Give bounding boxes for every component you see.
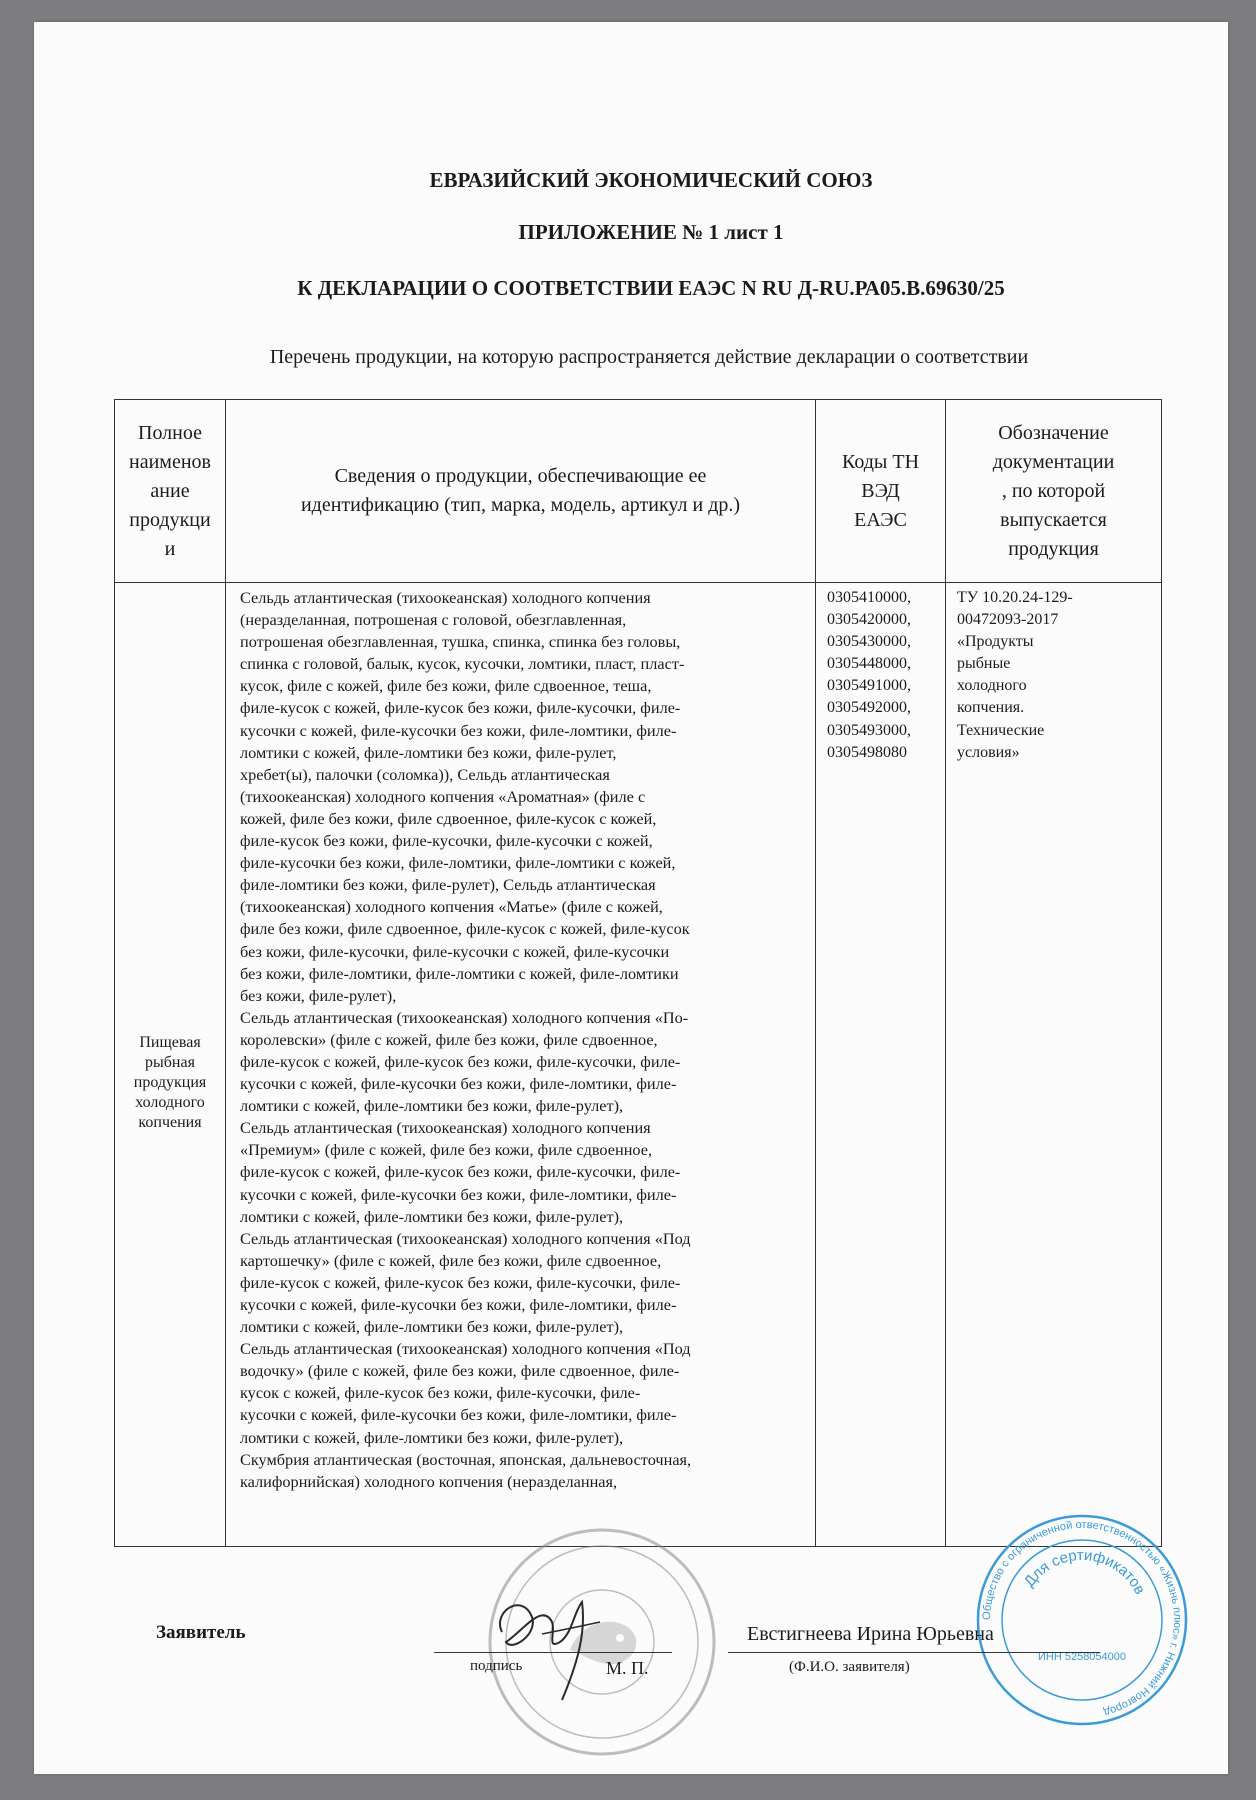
description-line: без кожи, филе-рулет),: [240, 985, 397, 1005]
tnved-code: 0305410000,: [827, 589, 911, 606]
documentation-line: «Продукты: [957, 633, 1034, 651]
description-line: ломтики с кожей, филе-ломтики без кожи, филе-рулет,: [240, 742, 617, 762]
description-line: филе-кусок без кожи, филе-кусочки, филе-кусочки с кожей,: [240, 831, 653, 851]
signature-line: [434, 1652, 672, 1653]
product-name-cell: Пищевая рыбная продукция холодного копчения: [133, 1034, 207, 1131]
description-line: кусок с кожей, филе-кусок без кожи, филе-кусочки, филе-: [240, 1383, 641, 1403]
description-line: (тихоокеанская) холодного копчения «Матье» (филе с кожей,: [240, 897, 663, 917]
documentation-line: Технические: [957, 721, 1045, 739]
description-line: потрошеная обезглавленная, тушка, спинка, спинка без головы,: [240, 632, 681, 652]
signature-icon: [482, 1572, 632, 1702]
tnved-code: 0305420000,: [827, 611, 911, 629]
stamp-outer-text: Общество с ограниченной ответственностью «Жизнь плюс» г. Нижний Новгород: [980, 1518, 1184, 1719]
tnved-code: 0305448000,: [827, 655, 911, 673]
stamp-inn-text: ИНН 5258054000: [1037, 1651, 1127, 1663]
description-line: филе-кусок с кожей, филе-кусок без кожи, филе-кусочки, филе-: [240, 1162, 681, 1182]
description-line: филе без кожи, филе сдвоенное, филе-кусок с кожей, филе-кусок: [240, 919, 690, 939]
document-sheet: [34, 22, 1228, 1774]
stamp-place-label: М. П.: [606, 1658, 649, 1678]
description-line: Сельдь атлантическая (тихоокеанская) холодного копчения: [240, 1118, 651, 1138]
description-line: кусок, филе с кожей, филе без кожи, филе сдвоенное, теша,: [240, 676, 652, 696]
documentation-line: ТУ 10.20.24-129-: [957, 589, 1073, 606]
header-product-info: Сведения о продукции, обеспечивающие ее идентификацию (тип, марка, модель, артикул и др.): [300, 465, 741, 516]
svg-text:Для сертификатов: [1021, 1547, 1149, 1597]
description-line: филе-ломтики без кожи, филе-рулет), Сельдь атлантическая: [240, 875, 656, 895]
certificates-stamp-icon: [972, 1510, 1192, 1730]
applicant-name: Евстигнеева Ирина Юрьевна: [747, 1623, 994, 1645]
description-line: кусочки с кожей, филе-кусочки без кожи, филе-ломтики, филе-: [240, 1074, 677, 1094]
declaration-title: К ДЕКЛАРАЦИИ О СООТВЕТСТВИИ ЕАЭС N RU Д-RU.РА05.В.69630/25: [297, 276, 1005, 300]
tnved-code: 0305492000,: [827, 699, 911, 717]
description-line: водочку» (филе с кожей, филе без кожи, филе сдвоенное, филе-: [240, 1361, 680, 1381]
applicant-label: Заявитель: [156, 1622, 246, 1643]
description-line: филе-кусок с кожей, филе-кусок без кожи, филе-кусочки, филе-: [240, 1051, 681, 1071]
description-line: «Премиум» (филе с кожей, филе без кожи, филе сдвоенное,: [240, 1140, 653, 1160]
description-line: филе-кусок с кожей, филе-кусок без кожи, филе-кусочки, филе-: [240, 698, 681, 718]
description-line: хребет(ы), палочки (соломка)), Сельдь атлантическая: [240, 764, 610, 784]
description-line: кусочки с кожей, филе-кусочки без кожи, филе-ломтики, филе-: [240, 1405, 677, 1425]
intro-text: Перечень продукции, на которую распространяется действие декларации о соответствии: [269, 346, 1029, 368]
description-line: картошечку» (филе с кожей, филе без кожи, филе сдвоенное,: [240, 1250, 662, 1270]
description-line: ломтики с кожей, филе-ломтики без кожи, филе-рулет),: [240, 1096, 624, 1116]
description-line: кусочки с кожей, филе-кусочки без кожи, филе-ломтики, филе-: [240, 1295, 677, 1314]
name-line: [728, 1652, 1100, 1653]
description-line: Сельдь атлантическая (тихоокеанская) холодного копчения «Под: [240, 1339, 691, 1359]
description-line: ломтики с кожей, филе-ломтики без кожи, филе-рулет),: [240, 1317, 624, 1337]
description-line: спинка с головой, балык, кусок, кусочки, ломтики, пласт, пласт-: [240, 654, 685, 674]
description-line: кусочки с кожей, филе-кусочки без кожи, филе-ломтики, филе-: [240, 720, 677, 740]
description-line: кусочки с кожей, филе-кусочки без кожи, филе-ломтики, филе-: [240, 1184, 677, 1204]
description-line: без кожи, филе-ломтики, филе-ломтики с кожей, филе-ломтики: [240, 963, 679, 983]
documentation-line: холодного: [957, 677, 1027, 695]
description-line: королевски» (филе с кожей, филе без кожи, филе сдвоенное,: [240, 1029, 658, 1049]
documentation-line: условия»: [957, 743, 1020, 761]
header-documentation: Обозначение документации , по которой выпускается продукция: [992, 421, 1115, 560]
documentation-line: рыбные: [957, 655, 1011, 673]
documentation-line: копчения.: [957, 699, 1025, 717]
documentation-cell: [957, 587, 1157, 764]
tnved-code: 0305430000,: [827, 633, 911, 651]
description-line: без кожи, филе-кусочки, филе-кусочки с кожей, филе-кусочки: [240, 941, 670, 961]
tnved-codes-cell: [827, 587, 937, 764]
description-line: (неразделанная, потрошеная с головой, обезглавленная,: [240, 610, 627, 630]
product-description-cell: [240, 587, 800, 1493]
union-title: ЕВРАЗИЙСКИЙ ЭКОНОМИЧЕСКИЙ СОЮЗ: [429, 168, 873, 192]
stamp-inner-text: Для сертификатов: [1020, 1546, 1149, 1598]
description-line: ломтики с кожей, филе-ломтики без кожи, филе-рулет),: [240, 1427, 624, 1447]
description-line: Сельдь атлантическая (тихоокеанская) холодного копчения «Под: [240, 1228, 691, 1248]
description-line: Скумбрия атлантическая (восточная, японская, дальневосточная,: [240, 1449, 692, 1469]
header-tnved-codes: Коды ТН ВЭД ЕАЭС: [841, 450, 920, 531]
description-line: кожей, филе без кожи, филе сдвоенное, филе-кусок с кожей,: [240, 808, 657, 828]
tnved-code: 0305491000,: [827, 677, 911, 695]
description-line: Сельдь атлантическая (тихоокеанская) холодного копчения «По-: [240, 1007, 689, 1027]
description-line: филе-кусок с кожей, филе-кусок без кожи, филе-кусочки, филе-: [240, 1272, 681, 1292]
tnved-code: 0305493000,: [827, 721, 911, 739]
signature-caption: подпись: [470, 1658, 523, 1674]
description-line: ломтики с кожей, филе-ломтики без кожи, филе-рулет),: [240, 1206, 624, 1226]
description-line: филе-кусочки без кожи, филе-ломтики, филе-ломтики с кожей,: [240, 853, 676, 873]
appendix-title: ПРИЛОЖЕНИЕ № 1 лист 1: [518, 220, 784, 244]
documentation-line: 00472093-2017: [957, 611, 1059, 629]
description-line: (тихоокеанская) холодного копчения «Ароматная» (филе с: [240, 786, 646, 806]
header-divider: [115, 582, 1161, 583]
description-line: Сельдь атлантическая (тихоокеанская) холодного копчения: [240, 588, 651, 607]
header-product-name: Полное наименов ание продукци и: [129, 421, 211, 560]
tnved-code: 0305498080: [827, 743, 907, 761]
description-line: калифорнийская) холодного копчения (неразделанная,: [240, 1471, 618, 1491]
products-table: [114, 399, 1162, 1547]
name-caption: (Ф.И.О. заявителя): [789, 1659, 910, 1675]
